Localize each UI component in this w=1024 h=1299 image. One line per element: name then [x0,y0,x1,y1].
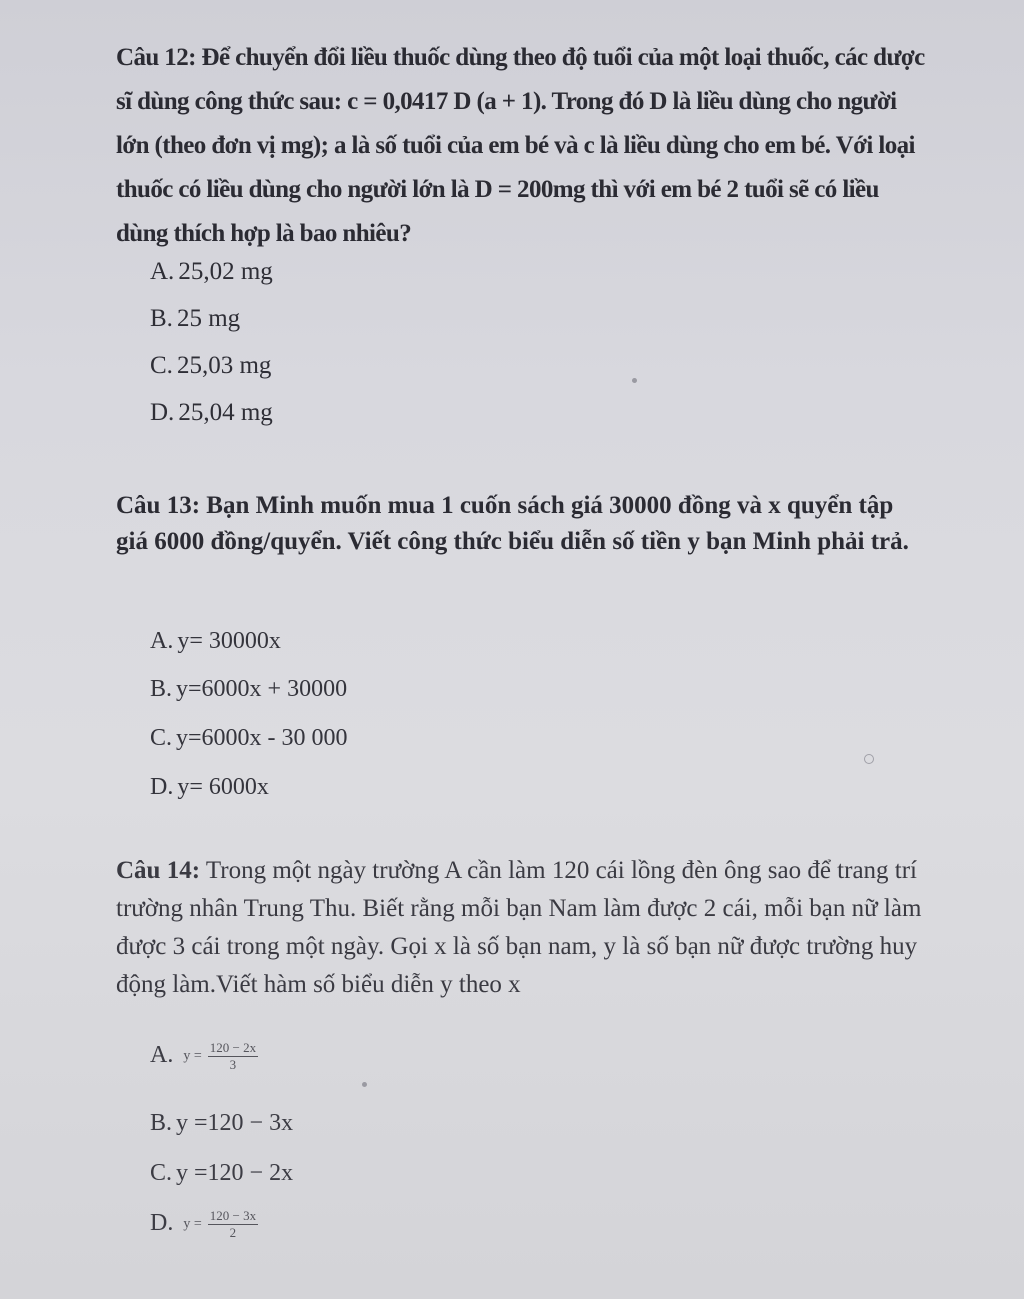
fraction-numerator: 120 − 3x [209,1208,257,1223]
option-12-a [150,258,273,286]
question-14-body: Trong một ngày trường A cần làm 120 cái lồng đèn ông sao để trang trí trường nhân Trung Thu. Biết rằng mỗi bạn Nam làm được 2 cái, mỗi bạn nữ làm được 3 cái trong một ngày. Gọi x là số bạn nam, y là số bạn nữ được trường huy động làm.Viết hàm số biểu diễn y theo x [116,857,922,998]
option-letter: D. [150,1210,174,1237]
fraction-numerator: 120 − 2x [209,1040,257,1055]
option-letter: B. [150,305,173,332]
option-14-b [150,1110,293,1137]
question-13 [116,488,928,560]
stray-dot [362,1082,367,1087]
stray-ring [864,754,874,764]
fraction-denominator: 2 [229,1225,237,1240]
stray-dot [632,378,637,383]
option-14-d [150,1208,258,1241]
option-letter: B. [150,676,173,702]
option-letter: A. [150,628,174,654]
question-13-label: Câu 13: [116,492,201,519]
option-letter: A. [150,258,175,285]
option-letter: D. [150,774,174,800]
fraction-prefix: y = [183,1216,202,1232]
option-text: y= 30000x [177,628,281,654]
option-text: y=6000x - 30 000 [176,725,348,751]
question-13-text [116,488,928,560]
question-12-text [116,36,928,256]
option-13-d [150,774,269,801]
option-letter: C. [150,725,173,751]
option-14-c [150,1160,293,1187]
fraction-prefix: y = [183,1048,202,1064]
option-text: 25 mg [176,305,241,332]
option-13-c [150,725,348,752]
option-text: 25,02 mg [178,258,273,285]
option-letter: C. [150,352,173,379]
option-text: y= 6000x [177,774,269,800]
option-letter: B. [150,1110,173,1136]
option-12-d [150,399,273,427]
option-12-b [150,305,240,333]
question-12-body: Để chuyển đổi liều thuốc dùng theo độ tuổi của một loại thuốc, các dược sĩ dùng công thức sau: c = 0,0417 D (a + 1). Trong đó D là liều dùng cho người lớn (theo đơn vị mg); a là số tuổi của em bé và c là liều dùng cho em bé. Với loại thuốc có liều dùng cho người lớn là D = 200mg thì với em bé 2 tuổi sẽ có liều dùng thích hợp là bao nhiêu? [116,44,925,247]
option-letter: A. [150,1042,174,1069]
option-text: y=6000x + 30000 [176,676,348,702]
question-14 [116,852,928,1004]
option-text: 25,03 mg [176,352,272,379]
fraction [208,1208,258,1241]
question-12-label: Câu 12: [116,44,196,71]
option-text: y =120 − 3x [176,1110,294,1136]
option-12-c [150,352,271,380]
option-13-b [150,676,347,703]
fraction [208,1040,258,1073]
option-text: 25,04 mg [178,399,273,426]
option-13-a [150,628,281,655]
question-14-label: Câu 14: [116,857,201,884]
question-12 [116,36,928,256]
option-14-a [150,1040,258,1073]
option-text: y =120 − 2x [176,1160,294,1186]
question-14-text [116,852,928,1004]
option-letter: C. [150,1160,173,1186]
option-letter: D. [150,399,175,426]
question-13-body: Bạn Minh muốn mua 1 cuốn sách giá 30000 đồng và x quyển tập giá 6000 đồng/quyển. Viết công thức biểu diễn số tiền y bạn Minh phải trả. [116,492,909,555]
fraction-denominator: 3 [229,1057,237,1072]
